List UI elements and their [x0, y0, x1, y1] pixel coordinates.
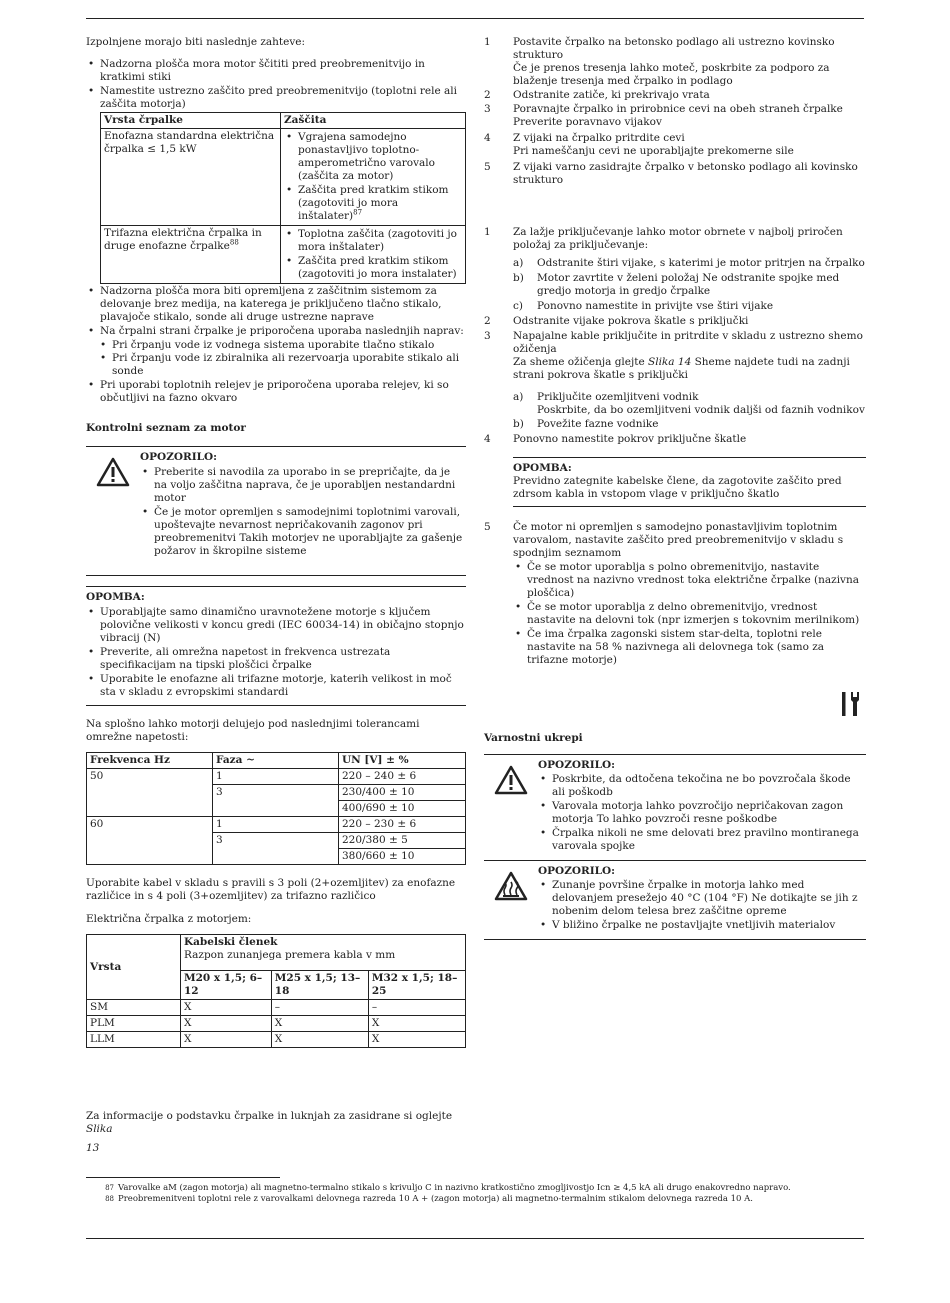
note-bullet: • Uporabljajte samo dinamično uravnotežene motorje s ključem polovične velikosti v koncu gredi (IEC 60034-14) in običajno stopnjo vibracij (N)	[86, 606, 466, 645]
requirement-item: • Na črpalni strani črpalke je priporočena uporaba naslednjih naprav:	[86, 325, 466, 338]
note-block	[513, 457, 866, 507]
note-text: Previdno zategnite kabelske člene, da zagotovite zaščito pred zdrsom kabla in vstopom vlage v priključno škatlo	[513, 475, 842, 500]
install-step: 1 Postavite črpalko na betonsko podlago ali ustrezno kovinsko strukturo Če je prenos tresenja lahko moteč, poskrbite za podporo za blaženje tresenja med črpalko in podlago	[484, 36, 835, 87]
voltage-cell: 220 – 230 ± 6	[339, 817, 466, 833]
requirement-subitem: • Pri črpanju vode iz zbiralnika ali rezervoarja uporabite stikalo ali sonde	[86, 352, 466, 378]
gland-row-label: LLM	[87, 1032, 181, 1048]
electrical-step: 4 Ponovno namestite pokrov priključne škatle	[484, 433, 747, 445]
gland-cell: X	[271, 1016, 368, 1032]
requirement-item: • Namestite ustrezno zaščito pred preobremenitvijo (toplotni rele ali zaščita motorja)	[86, 85, 466, 111]
protection-bullet: • Zaščita pred kratkim stikom (zagotoviti jo mora instalater)	[284, 255, 462, 281]
voltage-cell: 380/660 ± 10	[339, 849, 466, 865]
warning-triangle-icon	[494, 765, 528, 795]
substep: a) Priključite ozemljitveni vodnik Poskrbite, da bo ozemljitveni vodnik daljši od faznih vodnikov	[513, 391, 865, 416]
setting-bullet: • Če se motor uporablja s polno obremenitvijo, nastavite vrednost na nazivno vrednost toka električne črpalke (nazivna ploščica)	[513, 561, 866, 600]
warning-bullet: • Preberite si navodila za uporabo in se prepričajte, da je na voljo zaščitna naprava, če je uporabljen nestandardni motor	[140, 466, 466, 505]
protection-cell-type: Enofazna standardna električna črpalka ≤ 1,5 kW	[101, 129, 281, 226]
voltage-cell: 3	[213, 785, 339, 817]
protection-cell-list	[281, 226, 466, 284]
protection-bullet: • Vgrajena samodejno ponastavljivo toplotno-amperometrično varovalo (zaščita za motor)	[284, 131, 462, 183]
install-step: 2 Odstranite zatiče, ki prekrivajo vrata	[484, 89, 710, 101]
warning-title: OPOZORILO:	[538, 865, 616, 877]
note-block	[86, 586, 466, 706]
install-step: 4 Z vijaki na črpalko pritrdite cevi Pri nameščanju cevi ne uporabljajte prekomerne sile	[484, 132, 794, 157]
requirement-item: • Pri uporabi toplotnih relejev je priporočena uporaba relejev, ki so občutljivi na fazno okvaro	[86, 379, 466, 405]
footnote-rule	[86, 1177, 280, 1178]
voltage-header-un: UN [V] ± %	[339, 753, 466, 769]
setting-bullet: • Če se motor uporablja z delno obremenitvijo, vrednost nastavite na delovni tok (npr izmerjen s tokovnim merilnikom)	[513, 601, 866, 627]
footnote-88: 88 Preobremenitveni toplotni rele z varovalkami delovnega razreda 10 A + (zagon motorja) ali magnetno-termalnim stikalom delovnega razreda 10 A.	[105, 1194, 753, 1204]
warning-block	[86, 446, 466, 576]
tools-icon	[840, 690, 860, 718]
install-step: 3 Poravnajte črpalko in prirobnice cevi na obeh straneh črpalke Preverite poravnavo vijakov	[484, 103, 843, 128]
protection-cell-type: Trifazna električna črpalka in druge enofazne črpalke$^{88}$	[101, 226, 281, 284]
pump-motor-label: Električna črpalka z motorjem:	[86, 913, 252, 925]
gland-cell: X	[271, 1032, 368, 1048]
protection-bullet: • Zaščita pred kratkim stikom (zagotoviti jo mora inštalater)$^{87}$	[284, 184, 462, 223]
gland-col-m25: M25 x 1,5; 13–18	[271, 971, 368, 1000]
voltage-cell: 1	[213, 817, 339, 833]
voltage-header-phase: Faza ~	[213, 753, 339, 769]
requirement-item: • Nadzorna plošča mora motor ščititi pred preobremenitvijo in kratkimi stiki	[86, 58, 466, 84]
voltage-cell: 60	[87, 817, 213, 865]
footnote-87: 87 Varovalke aM (zagon motorja) ali magnetno-termalno stikalo s krivuljo C in nazivno kratkostično zmogljivostjo Icn ≥ 4,5 kA ali drugo enakovredno napravo.	[105, 1183, 791, 1193]
gland-cell: –	[271, 1000, 368, 1016]
voltage-cell: 230/400 ± 10	[339, 785, 466, 801]
gland-header: Kabelski členek Razpon zunanjega premera kabla v mm	[181, 935, 466, 971]
substep: c) Ponovno namestite in privijte vse štiri vijake	[513, 300, 774, 312]
safety-heading: Varnostni ukrepi	[484, 732, 583, 744]
substep: b) Motor zavrtite v želeni položaj Ne odstranite spojke med gredjo motorja in gredjo črpalke	[513, 272, 840, 297]
tolerance-intro: Na splošno lahko motorji delujejo pod naslednjimi tolerancami omrežne napetosti:	[86, 718, 420, 743]
warning-bullet: • Če je motor opremljen s samodejnimi toplotnimi varovali, upoštevajte nevarnost nepričakovanih zagonov pri preobremenitvi Takih motorjev ne uporabljajte za gašenje požarov in škropilne sisteme	[140, 506, 466, 558]
right-column	[484, 36, 866, 940]
warning-block	[484, 754, 866, 861]
warning-block	[484, 861, 866, 940]
warning-title: OPOZORILO:	[140, 451, 218, 463]
requirement-subitem: • Pri črpanju vode iz vodnega sistema uporabite tlačno stikalo	[86, 339, 466, 352]
warning-bullet: • V bližino črpalke ne postavljajte vnetljivih materialov	[538, 919, 866, 932]
voltage-table	[86, 752, 466, 865]
protection-cell-list	[281, 129, 466, 226]
gland-cell: X	[368, 1016, 465, 1032]
electrical-step: 5 Če motor ni opremljen s samodejno ponastavljivim toplotnim varovalom, nastavite zaščito pred preobremenitvijo v skladu s spodnjim seznamom • Če se motor uporablja s polno obremenitvijo, nastavite vrednost na nazivno vrednost toka električne črpalke (nazivna ploščica) • Če se motor uporablja z delno obremenitvijo, vrednost nastavite na delovni tok (npr izmerjen s tokovnim merilnikom) • Če ima črpalka zagonski sistem star-delta, toplotni rele nastavite na 58 % nazivnega ali delovnega tok (samo za trifazne motorje)	[484, 521, 866, 668]
substep: a) Odstranite štiri vijake, s katerimi je motor pritrjen na črpalko	[513, 257, 865, 269]
gland-cell: X	[181, 1016, 272, 1032]
gland-cell: X	[368, 1032, 465, 1048]
voltage-cell: 50	[87, 769, 213, 817]
note-title: OPOMBA:	[86, 591, 145, 603]
footnotes	[86, 1183, 864, 1205]
gland-col-m32: M32 x 1,5; 18–25	[368, 971, 465, 1000]
cable-text: Uporabite kabel v skladu s pravili s 3 poli (2+ozemljitev) za enofazne različice in s 4 poli (3+ozemljitev) za trifazno različico	[86, 877, 456, 902]
install-step: 5 Z vijaki varno zasidrajte črpalko v betonsko podlago ali kovinsko strukturo	[484, 161, 858, 186]
voltage-cell: 1	[213, 769, 339, 785]
gland-header-type: Vrsta	[87, 935, 181, 1000]
warning-bullet: • Zunanje površine črpalke in motorja lahko med delovanjem presežejo 40 °C (104 °F) Ne dotikajte se jih z nobenim delom telesa brez zaščitne opreme	[538, 879, 866, 918]
electrical-step: 2 Odstranite vijake pokrova škatle s priključki	[484, 315, 749, 327]
voltage-cell: 400/690 ± 10	[339, 801, 466, 817]
note-bullet: • Preverite, ali omrežna napetost in frekvenca ustrezata specifikacijam na tipski ploščici črpalke	[86, 646, 466, 672]
warning-bullet: • Poskrbite, da odtočena tekočina ne bo povzročala škode ali poškodb	[538, 773, 866, 799]
gland-cell: X	[181, 1000, 272, 1016]
electrical-step: 1 Za lažje priključevanje lahko motor obrnete v najbolj priročen položaj za priključevanje: a) Odstranite štiri vijake, s katerimi je motor pritrjen na črpalko b) Motor zavrtite v želeni položaj Ne odstranite spojke med gredjo motorja in gredjo črpalke c) Ponovno namestite in privijte vse štiri vijake	[484, 226, 865, 312]
protection-table	[100, 112, 466, 284]
warning-bullet: • Varovala motorja lahko povzročijo nepričakovan zagon motorja To lahko povzroči resne poškodbe	[538, 800, 866, 826]
setting-bullet: • Če ima črpalka zagonski sistem star-delta, toplotni rele nastavite na 58 % nazivnega ali delovnega tok (samo za trifazne motorje)	[513, 628, 866, 667]
cable-gland-table	[86, 934, 466, 1048]
protection-header-protection: Zaščita	[281, 113, 466, 129]
warning-bullet: • Črpalka nikoli ne sme delovati brez pravilno montiranega varovala spojke	[538, 827, 866, 853]
gland-col-m20: M20 x 1,5; 6–12	[181, 971, 272, 1000]
voltage-cell: 220 – 240 ± 6	[339, 769, 466, 785]
checklist-heading: Kontrolni seznam za motor	[86, 422, 246, 434]
gland-cell: X	[181, 1032, 272, 1048]
voltage-cell: 220/380 ± 5	[339, 833, 466, 849]
gland-row-label: SM	[87, 1000, 181, 1016]
warning-triangle-icon	[96, 457, 130, 487]
bottom-rule	[86, 1238, 864, 1239]
note-bullet: • Uporabite le enofazne ali trifazne motorje, katerih velikost in moč sta v skladu z evropskimi standardi	[86, 673, 466, 699]
left-column	[86, 36, 466, 1048]
top-rule	[86, 18, 864, 19]
gland-cell: –	[368, 1000, 465, 1016]
substep: b) Povežite fazne vodnike	[513, 418, 659, 430]
warning-title: OPOZORILO:	[538, 759, 616, 771]
requirement-item: • Nadzorna plošča mora biti opremljena z zaščitnim sistemom za delovanje brez medija, na katerega je priključeno tlačno stikalo, plavajoče stikalo, sonde ali druge ustrezne naprave	[86, 285, 466, 324]
base-info: Za informacije o podstavku črpalke in luknjah za zasidrane si oglejte Slika 13	[86, 1110, 453, 1154]
voltage-header-frequency: Frekvenca Hz	[87, 753, 213, 769]
protection-bullet: • Toplotna zaščita (zagotoviti jo mora inštalater)	[284, 228, 462, 254]
electrical-step: 3 Napajalne kable priključite in pritrdite v skladu z ustrezno shemo ožičenja Za sheme ožičenja glejte Slika 14 Sheme najdete tudi na zadnji strani pokrova škatle s priključki a) Priključite ozemljitveni vodnik Poskrbite, da bo ozemljitveni vodnik daljši od faznih vodnikov b) Povežite fazne vodnike	[484, 330, 865, 430]
voltage-cell: 3	[213, 833, 339, 865]
gland-row-label: PLM	[87, 1016, 181, 1032]
note-title: OPOMBA:	[513, 462, 572, 474]
requirements-intro: Izpolnjene morajo biti naslednje zahteve:	[86, 36, 306, 48]
protection-header-type: Vrsta črpalke	[101, 113, 281, 129]
hot-surface-icon	[494, 871, 528, 901]
